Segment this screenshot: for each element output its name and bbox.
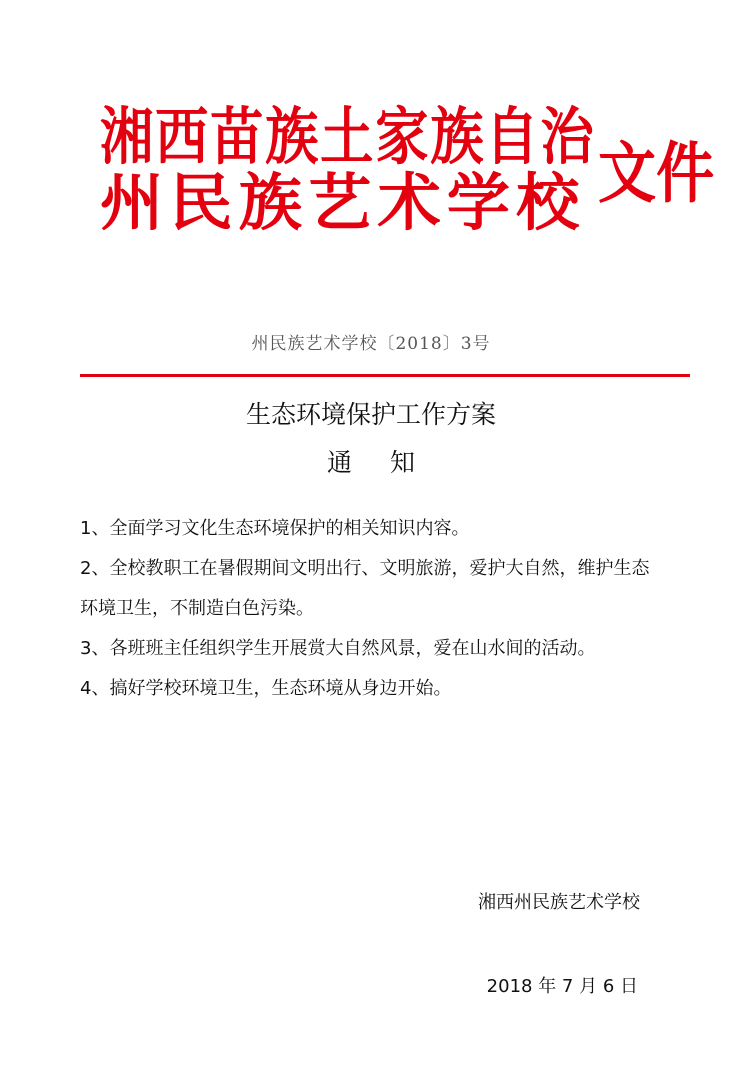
body-item-2: 2、全校教职工在暑假期间文明出行、文明旅游，爱护大自然，维护生态环境卫生，不制造白色污染。: [80, 558, 650, 619]
red-letterhead: [100, 100, 715, 250]
body-item-4: 4、搞好学校环境卫生，生态环境从身边开始。: [80, 678, 452, 699]
document-number: 州民族艺术学校〔2018〕3号: [251, 334, 491, 354]
issuer-signature: 湘西州民族艺术学校: [478, 892, 640, 913]
letterhead-line-2: 州民族艺术学校: [100, 166, 586, 239]
letterhead-line-1: 湘西苗族土家族自治: [100, 100, 596, 173]
body-item-3: 3、各班班主任组织学生开展赏大自然风景，爱在山水间的活动。: [80, 638, 596, 659]
document-subtitle: 通知: [326, 448, 453, 477]
document-body: [80, 509, 652, 709]
issue-date: 2018 年 7 月 6 日: [486, 976, 638, 997]
red-divider-line: [80, 374, 690, 377]
body-item-1: 1、全面学习文化生态环境保护的相关知识内容。: [80, 518, 470, 539]
document-title: 生态环境保护工作方案: [245, 400, 496, 429]
letterhead-suffix: 文件: [598, 134, 715, 212]
